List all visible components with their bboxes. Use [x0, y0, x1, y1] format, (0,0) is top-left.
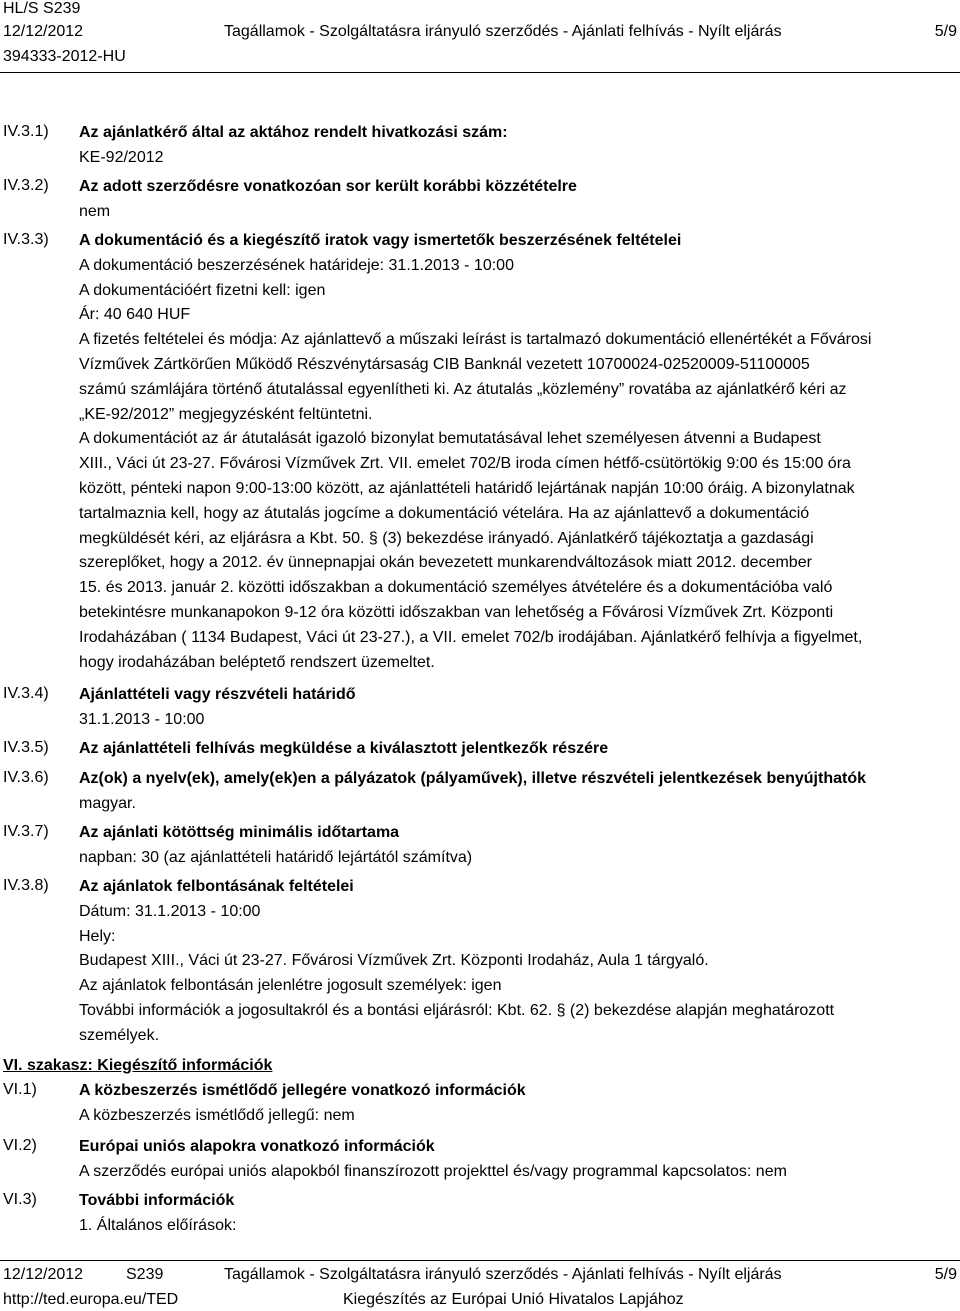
section-heading: A dokumentáció és a kiegészítő iratok vagy ismertetők beszerzésének feltételei [79, 232, 682, 249]
section-body [79, 767, 960, 817]
section-line: A közbeszerzés ismétlődő jellegű: nem [79, 1106, 355, 1124]
section-line: szereplőket, hogy a 2012. év ünnepnapjai okán bevezetett munkarendváltozások miatt 2012. december [79, 554, 812, 572]
section-heading: Az ajánlattételi felhívás megküldése a kiválasztott jelentkezők részére [79, 740, 609, 757]
section-line: megküldését kéri, az eljárásra a Kbt. 50. § (3) bekezdése irányadó. Ajánlatkérő tájékoztatja a gazdasági [79, 529, 814, 547]
section-heading: Az adott szerződésre vonatkozóan sor került korábbi közzétételre [79, 178, 577, 195]
section-heading: Ajánlattételi vagy részvételi határidő [79, 686, 356, 703]
section-number: IV.3.7) [3, 823, 49, 840]
section-line: 1. Általános előírások: [79, 1216, 237, 1234]
section-body [79, 737, 960, 762]
footer-rule [0, 1260, 960, 1261]
section-number: IV.3.8) [3, 877, 49, 894]
section-line: XIII., Váci út 23-27. Fővárosi Vízművek Zrt. VII. emelet 702/B iroda címen hétfő-csütörtökig 9:00 és 15:00 óra [79, 455, 851, 473]
section-line: hogy irodaházában beléptető rendszert üzemeltet. [79, 653, 435, 671]
section-number: IV.3.1) [3, 123, 49, 140]
section-number: IV.3.2) [3, 177, 49, 194]
section-line: A fizetés feltételei és módja: Az ajánlattevő a műszaki leírást is tartalmazó dokumentáció ellenértékét a Fővárosi [79, 331, 872, 349]
section-line: KE-92/2012 [79, 148, 164, 166]
section-line: Vízművek Zártkörűen Működő Részvénytársaság CIB Banknál vezetett 10700024-02520009-51100005 [79, 355, 810, 373]
header-page-number: 5/9 [934, 23, 957, 40]
section-body [79, 1189, 960, 1239]
section-line: magyar. [79, 794, 136, 812]
section-line: tartalmaznia kell, hogy az átutalás jogcíme a dokumentáció vételára. Ha az ajánlattevő a dokumentáció [79, 504, 810, 522]
section-line: A dokumentáció beszerzésének határideje: 31.1.2013 - 10:00 [79, 256, 514, 274]
section-number: VI.2) [3, 1137, 37, 1154]
section-body [79, 1079, 960, 1129]
section-line: Az ajánlatok felbontásán jelenlétre jogosult személyek: igen [79, 977, 502, 995]
section-line: 15. és 2013. január 2. közötti időszakban a dokumentáció személyes átvételére és a dokumentációba való [79, 579, 833, 597]
section-number: IV.3.5) [3, 739, 49, 756]
section-line: nem [79, 202, 111, 220]
section-body [79, 229, 960, 675]
header-date: 12/12/2012 [3, 23, 84, 40]
section-number: VI.3) [3, 1191, 37, 1208]
footer-publisher: Kiegészítés az Európai Unió Hivatalos Lapjához [343, 1291, 684, 1308]
section-line: A szerződés európai uniós alapokból finanszírozott projekttel és/vagy programmal kapcsolatos: nem [79, 1162, 787, 1180]
page-header [0, 0, 960, 72]
footer-date: 12/12/2012 [3, 1266, 84, 1283]
section-line: között, pénteki napon 9:00-13:00 között, az ajánlattételi határidő lejártának napján 10:00 óráig. A bizonylatnak [79, 479, 855, 497]
section-line: „KE-92/2012” megjegyzésként feltüntetni. [79, 405, 373, 423]
section-heading: A közbeszerzés ismétlődő jellegére vonatkozó információk [79, 1082, 526, 1099]
section-line: Dátum: 31.1.2013 - 10:00 [79, 902, 261, 920]
section-line: számú számlájára történő átutalással egyenlítheti ki. Az átutalás „közlemény” rovatába az ajánlatkérő kéri az [79, 380, 847, 398]
section-body [79, 1135, 960, 1185]
header-title: Tagállamok - Szolgáltatásra irányuló szerződés - Ajánlati felhívás - Nyílt eljárás [224, 23, 782, 40]
section-body [79, 821, 960, 871]
section-heading: Az ajánlatkérő által az aktához rendelt hivatkozási szám: [79, 124, 508, 141]
section-line: További információk a jogosultakról és a bontási eljárásról: Kbt. 62. § (2) bekezdése alapján meghatározott [79, 1001, 835, 1019]
header-rule [0, 72, 960, 73]
section-number: IV.3.4) [3, 685, 49, 702]
section-heading: Az ajánlatok felbontásának feltételei [79, 878, 354, 895]
section-heading: Európai uniós alapokra vonatkozó információk [79, 1138, 435, 1155]
page-footer [0, 1262, 960, 1311]
section-line: Ár: 40 640 HUF [79, 306, 191, 324]
section-line: A dokumentációt az ár átutalását igazoló bizonylat bemutatásával lehet személyesen átvenni a Budapest [79, 430, 821, 448]
section-body [79, 875, 960, 1049]
section-line: 31.1.2013 - 10:00 [79, 710, 205, 728]
section-number: IV.3.6) [3, 769, 49, 786]
section-line: Budapest XIII., Váci út 23-27. Fővárosi Vízművek Zrt. Központi Irodaház, Aula 1 tárgyaló. [79, 952, 709, 970]
section-line: Hely: [79, 927, 116, 945]
footer-page-number: 5/9 [934, 1266, 957, 1283]
section-number: VI.1) [3, 1081, 37, 1098]
section-line: napban: 30 (az ajánlattételi határidő lejártától számítva) [79, 848, 473, 866]
section-number: IV.3.3) [3, 231, 49, 248]
footer-url[interactable]: http://ted.europa.eu/TED [3, 1291, 179, 1308]
section-heading: Az ajánlati kötöttség minimális időtartama [79, 824, 400, 841]
footer-title: Tagállamok - Szolgáltatásra irányuló szerződés - Ajánlati felhívás - Nyílt eljárás [224, 1266, 782, 1283]
section-body [79, 683, 960, 733]
section-line: betekintésre munkanapokon 9-12 óra közötti időszakban van lehetőség a Fővárosi Vízművek Zrt. Központi [79, 603, 834, 621]
header-ref: 394333-2012-HU [3, 48, 126, 65]
section-body [79, 175, 960, 225]
section-heading: További információk [79, 1192, 235, 1209]
section-line: Irodaházában ( 1134 Budapest, Váci út 23-27.), a VII. emelet 702/b irodájában. Ajánlatkérő felhívja a figyelmet, [79, 628, 863, 646]
doc-id: HL/S S239 [3, 0, 81, 17]
section-body [79, 121, 960, 171]
section-vi-title: VI. szakasz: Kiegészítő információk [3, 1057, 273, 1074]
footer-issue: S239 [126, 1266, 164, 1283]
section-line: A dokumentációért fizetni kell: igen [79, 281, 326, 299]
section-heading: Az(ok) a nyelv(ek), amely(ek)en a pályázatok (pályaművek), illetve részvételi jelentkezések benyújthatók [79, 770, 866, 787]
section-line: személyek. [79, 1026, 160, 1044]
